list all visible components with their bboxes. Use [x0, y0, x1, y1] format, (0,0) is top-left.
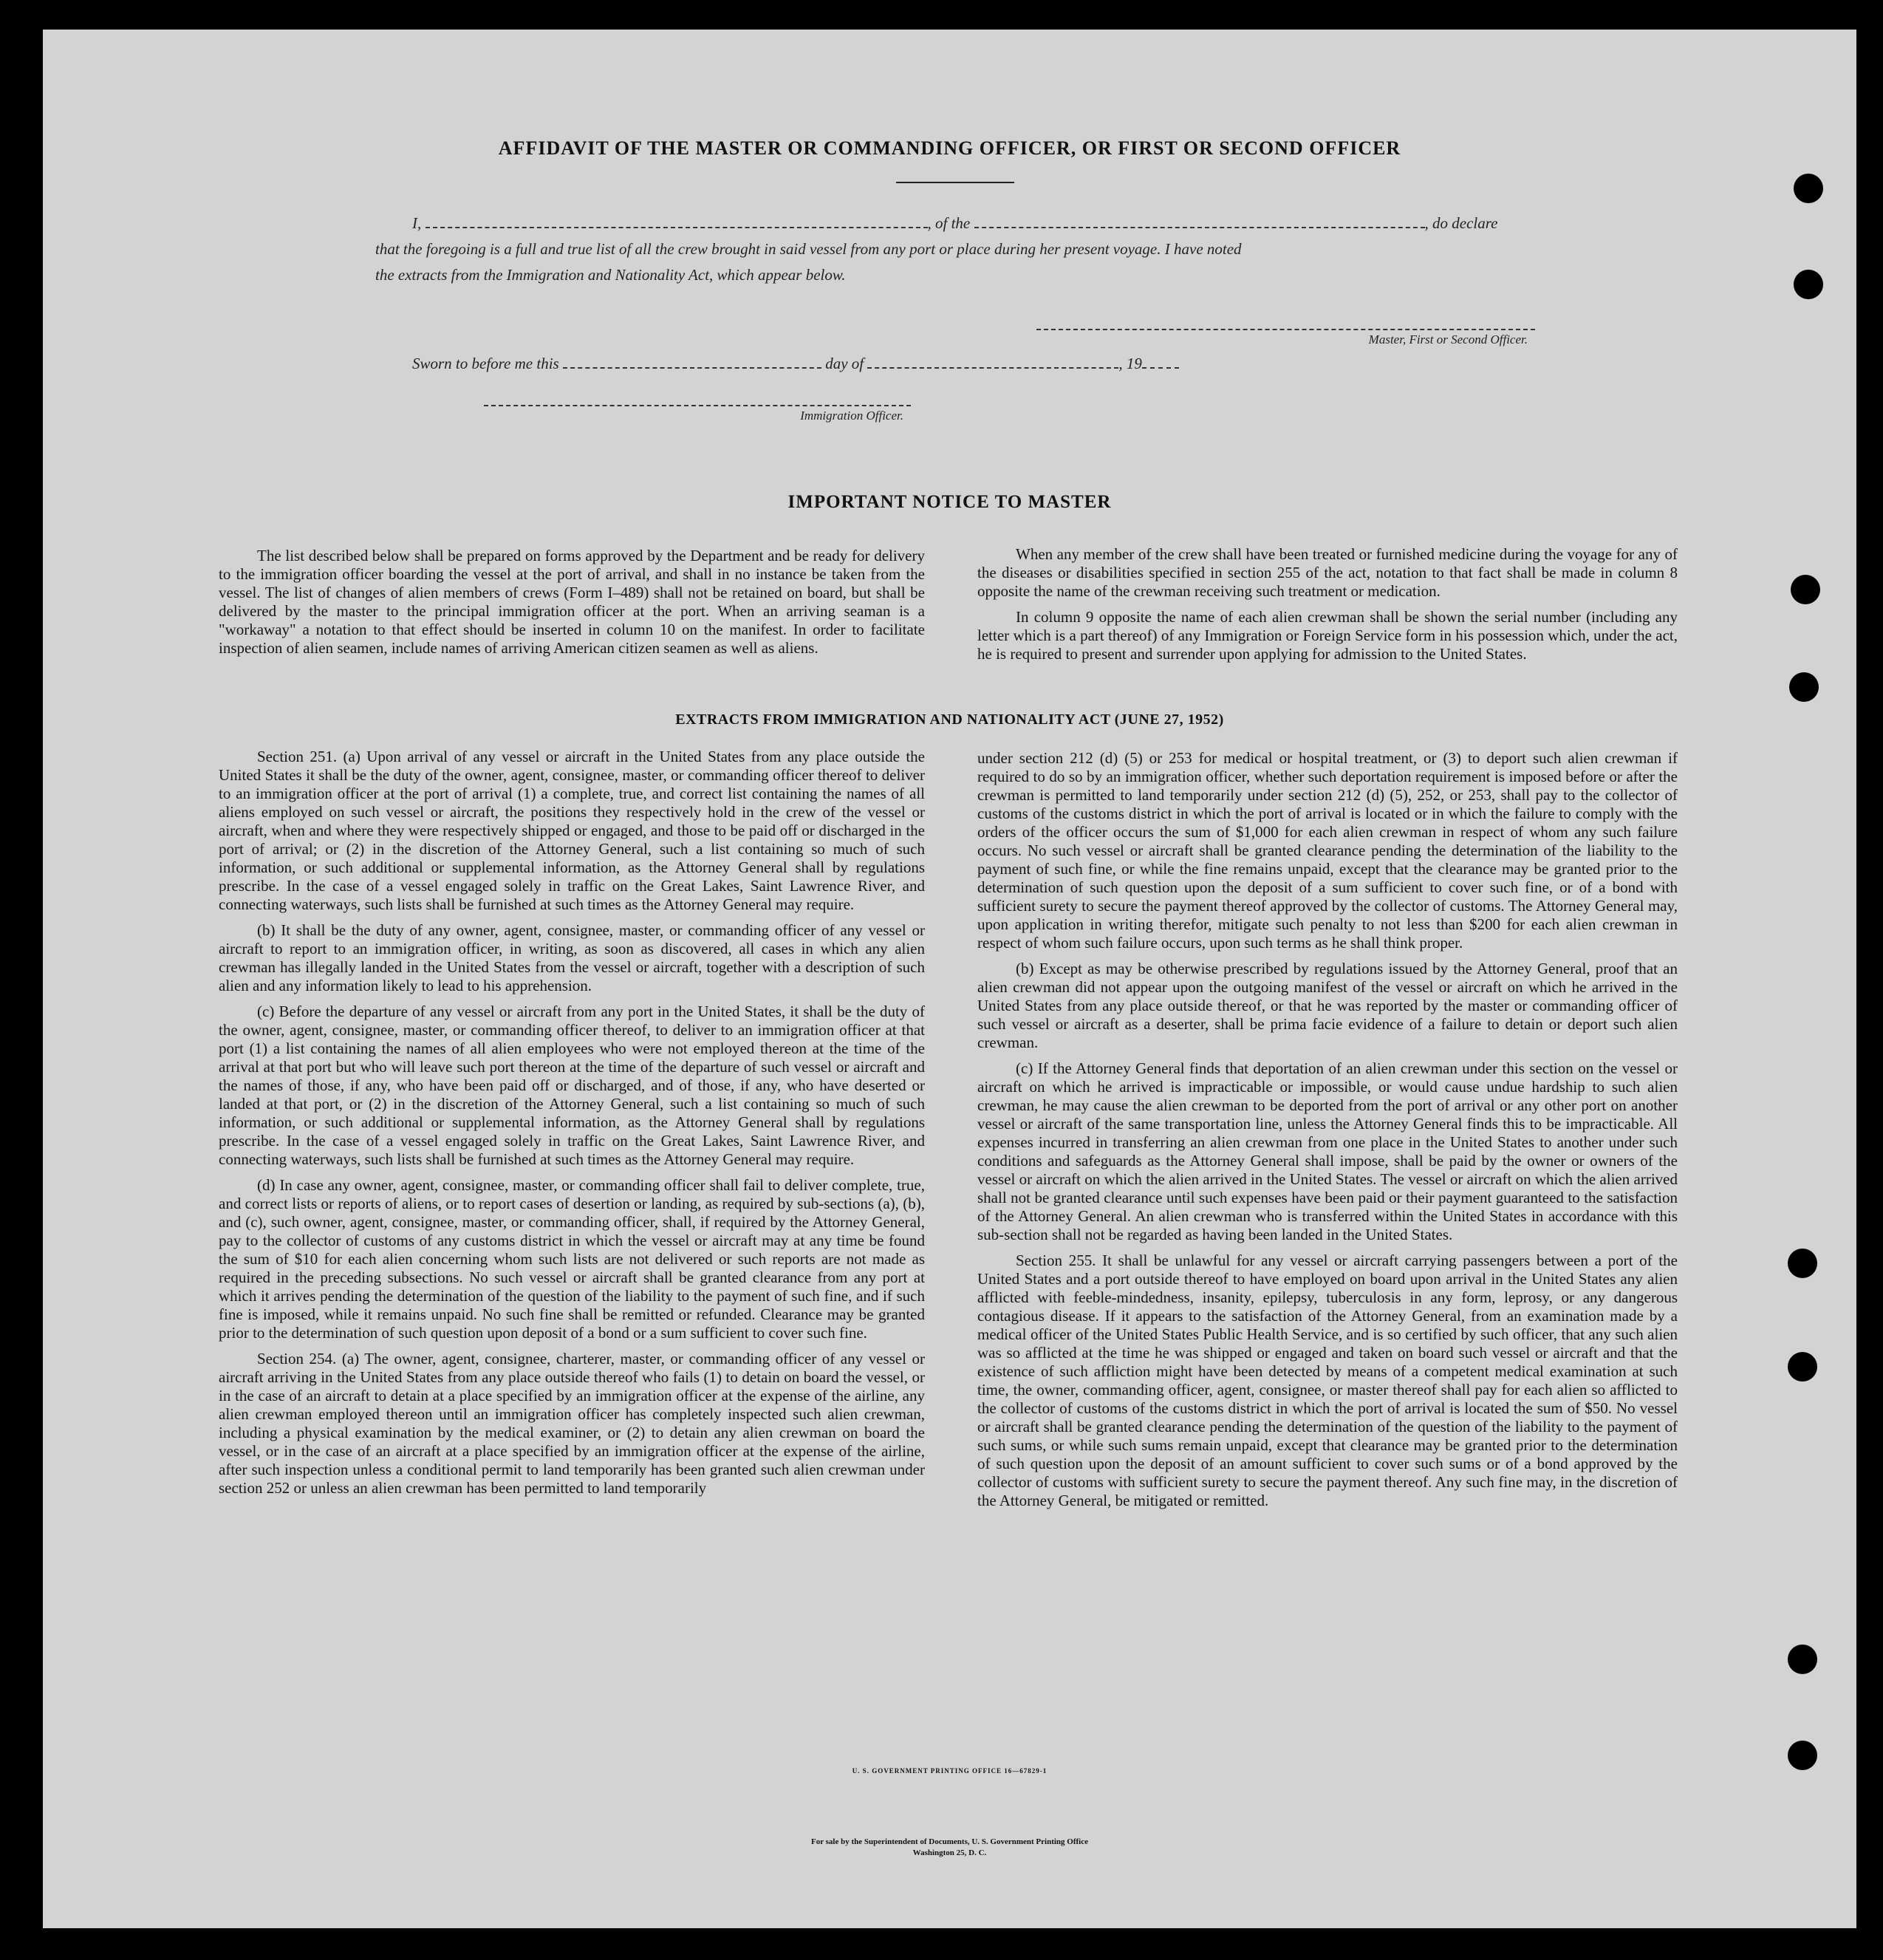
sworn-month-field[interactable]: [867, 367, 1118, 369]
vessel-name-field[interactable]: [974, 227, 1425, 228]
punch-hole: [1788, 1645, 1817, 1674]
section-254-c: (c) If the Attorney General finds that deportation of an alien crewman under this section on the vessel or aircraft on which he arrived is impracticable or impossible, or would cause undue hardship to such alien crewman, he may cause the alien crewman to be deported from the port of arrival or any other port on another vessel or aircraft of the same transportation line, unless the Attorney General finds this to be impracticable. All expenses incurred in transferring an alien crewman from one place in the United States to another under such conditions and safeguards as the Attorney General shall impose, shall be paid by the owner or owners of the vessel or aircraft on which the alien arrived in the United States. The vessel or aircraft on which the alien arrived shall not be granted clearance until such expenses have been paid or their payment guaranteed to the satisfaction of the Attorney General. An alien crewman who is transferred within the United States in accordance with this sub-section shall not be regarded as having been landed in the United States.: [977, 1059, 1678, 1243]
sworn-line: [412, 355, 1373, 373]
do-declare-label: , do declare: [1424, 214, 1498, 232]
day-of-label: day of: [825, 355, 864, 372]
section-251-b: (b) It shall be the duty of any owner, agent, consignee, master, or commanding officer of any vessel or aircraft to report to an immigration officer, in writing, as soon as discovered, all cases in which any alien crewman has illegally landed in the United States from the vessel or aircraft, together with a description of such alien and any information likely to lead to his apprehension.: [219, 921, 925, 994]
sale-notice-line-1: For sale by the Superintendent of Documents, U. S. Government Printing Office: [811, 1837, 1088, 1846]
extracts-right-column: [977, 749, 1678, 1517]
notice-title: IMPORTANT NOTICE TO MASTER: [787, 492, 1112, 512]
notice-right-column: [977, 545, 1678, 671]
master-signature-caption: Master, First or Second Officer.: [1368, 332, 1528, 346]
sworn-year-field[interactable]: [1142, 367, 1179, 369]
master-name-field[interactable]: [426, 227, 928, 228]
master-signature-line[interactable]: [1036, 329, 1535, 330]
officer-signature-line[interactable]: [484, 405, 911, 406]
sale-notice-line-2: Washington 25, D. C.: [912, 1848, 987, 1857]
i-label: I,: [412, 214, 422, 232]
section-251-d: (d) In case any owner, agent, consignee, master, or commanding officer shall fail to deliver complete, true, and correct lists or reports of aliens, or to report cases of desertion or landing, as required by sub-sections (a), (b), and (c), such owner, agent, consignee, master, or commanding officer, shall, if required by the Attorney General, pay to the collector of customs of any customs district in which the vessel or aircraft may at any time be found the sum of $10 for each alien concerning whom such lists are not delivered or such reports are not made as required in the preceding subsections. No such vessel or aircraft shall be granted clearance from any port at which it arrives pending the determination of the question of the liability to the payment of such fine, and if such fine is imposed, while it remains unpaid. No such fine shall be remitted or refunded. Clearance may be granted prior to the determination of such question upon deposit of a bond or a sum sufficient to cover such fine.: [219, 1176, 925, 1342]
officer-signature-caption: Immigration Officer.: [800, 409, 903, 423]
punch-hole: [1789, 672, 1819, 702]
sworn-label: Sworn to before me this: [412, 355, 559, 372]
extracts-title: EXTRACTS FROM IMMIGRATION AND NATIONALITY ACT (JUNE 27, 1952): [675, 711, 1224, 728]
section-251-a: Section 251. (a) Upon arrival of any vessel or aircraft in the United States from any place outside the United States it shall be the duty of the owner, agent, consignee, master, or commanding officer thereof to deliver to an immigration officer at the port of arrival (1) a complete, true, and correct list containing the names of all aliens employed on such vessel or aircraft, the positions they respectively hold in the crew of the vessel or aircraft, when and where they were respectively shipped or engaged, and those to be paid off or discharged in the port of arrival; or (2) in the discretion of the Attorney General, such a list containing so much of such information, or such additional or supplemental information, as the Attorney General shall by regulations prescribe. In the case of a vessel engaged solely in traffic on the Great Lakes, Saint Lawrence River, and connecting waterways, such lists shall be furnished at such times as the Attorney General may require.: [219, 748, 925, 913]
year-label: , 19: [1118, 355, 1142, 372]
declaration-name-line: [412, 214, 1653, 233]
declaration-text-1: that the foregoing is a full and true list of all the crew brought in said vessel from any port or place during her present voyage. I have noted: [375, 240, 1242, 258]
section-254-a: Section 254. (a) The owner, agent, consignee, charterer, master, or commanding officer of any vessel or aircraft arriving in the United States from any place outside thereof who fails (1) to detain on board the vessel, or in the case of an aircraft to detain at a place specified by an immigration officer at the expense of the airline, any alien crewman employed thereon until an immigration officer has completely inspected such alien crewman, including a physical examination by the medical examiner, or (2) to detain any alien crewman on board the vessel, or in the case of an aircraft at a place specified by an immigration officer at the expense of the airline, after such inspection unless a conditional permit to land temporarily has been granted such alien crewman under section 252 or unless an alien crewman has been permitted to land temporarily: [219, 1350, 925, 1497]
of-the-label: , of the: [927, 214, 971, 232]
notice-right-paragraph-1: When any member of the crew shall have been treated or furnished medicine during the voyage for any of the diseases or disabilities specified in section 255 of the act, notation to that fact shall be made in column 8 opposite the name of the crewman receiving such treatment or medication.: [977, 545, 1678, 600]
notice-left-column: [219, 547, 925, 665]
punch-hole: [1791, 575, 1820, 604]
section-254-a-continued: under section 212 (d) (5) or 253 for medical or hospital treatment, or (3) to deport such alien crewman if required to do so by an immigration officer, whether such deportation requirement is imposed before or after the crewman is permitted to land temporarily under section 212 (d) (5), 252, or 253, shall pay to the collector of customs of the customs district in which the port of arrival is located or in which the failure to comply with the orders of the officer occurs the sum of $1,000 for each alien crewman in respect of whom any such failure occurs. No such vessel or aircraft shall be granted clearance pending the determination of the liability to the payment of such fine, or while the fine remains unpaid, except that the clearance may be granted prior to the determination of such question upon the deposit of a sum sufficient to cover such fine, or of a bond with sufficient surety to secure the payment thereof approved by the collector of customs. The Attorney General may, upon application in writing therefor, mitigate such penalty to not less than $200 for each alien crewman in respect of whom such failure occurs, upon such terms as he shall think proper.: [977, 749, 1678, 952]
punch-hole: [1794, 270, 1823, 299]
title-divider: [896, 182, 1014, 183]
declaration-text-2: the extracts from the Immigration and Nationality Act, which appear below.: [375, 266, 846, 284]
extracts-left-column: [219, 748, 925, 1505]
sworn-day-field[interactable]: [563, 367, 821, 369]
punch-hole: [1788, 1741, 1817, 1770]
notice-right-paragraph-2: In column 9 opposite the name of each alien crewman shall be shown the serial number (including any letter which is a part thereof) of any Immigration or Foreign Service form in his possession which, under the act, he is required to present and surrender upon applying for admission to the United States.: [977, 608, 1678, 663]
punch-hole: [1794, 174, 1823, 203]
affidavit-title: AFFIDAVIT OF THE MASTER OR COMMANDING OFFICER, OR FIRST OR SECOND OFFICER: [498, 137, 1401, 159]
document-page: [43, 30, 1856, 1928]
notice-left-paragraph: The list described below shall be prepared on forms approved by the Department and be ready for delivery to the immigration officer boarding the vessel at the port of arrival, and shall in no instance be taken from the vessel. The list of changes of alien members of crews (Form I–489) shall not be retained on board, but shall be delivered by the master to the principal immigration officer at the port. When an arriving seaman is a "workaway" a notation to that effect should be inserted in column 10 on the manifest. In order to facilitate inspection of alien seamen, include names of arriving American citizen seamen as well as aliens.: [219, 547, 925, 657]
section-251-c: (c) Before the departure of any vessel or aircraft from any port in the United States, it shall be the duty of the owner, agent, consignee, master, or commanding officer thereof, to deliver to an immigration officer at that port (1) a list containing the names of all alien employees who were not employed thereon at the time of the arrival at that port but who will leave such port thereon at the time of the departure of such vessel or aircraft and the names of those, if any, who have been paid off or discharged, and of those, if any, who have deserted or landed at that port, or (2) in the discretion of the Attorney General, such a list containing so much of such information, or such additional or supplemental information, as the Attorney General shall by regulations prescribe. In the case of a vessel engaged solely in traffic on the Great Lakes, Saint Lawrence River, and connecting waterways, such lists shall be furnished at such times as the Attorney General may require.: [219, 1003, 925, 1168]
punch-hole: [1788, 1249, 1817, 1278]
printing-office-imprint: U. S. GOVERNMENT PRINTING OFFICE 16—67829-1: [852, 1767, 1048, 1775]
punch-hole: [1788, 1352, 1817, 1382]
section-255: Section 255. It shall be unlawful for any vessel or aircraft carrying passengers between a port of the United States and a port outside thereof to have employed on board upon arrival in the United States any alien afflicted with feeble-mindedness, insanity, epilepsy, tuberculosis in any form, leprosy, or any dangerous contagious disease. If it appears to the satisfaction of the Attorney General, from an examination made by a medical officer of the United States Public Health Service, and is so certified by such officer, that any such alien was so afflicted at the time he was shipped or engaged and taken on board such vessel or aircraft and that the existence of such affliction might have been detected by means of a competent medical examination at such time, the owner, commanding officer, agent, consignee, or master thereof shall pay for each alien so afflicted to the collector of customs of the customs district in which the port of arrival is located the sum of $50. No vessel or aircraft shall be granted clearance pending the determination of the question of the liability to the payment of such sums, or while such sums remain unpaid, except that clearance may be granted prior to the determination of such question upon the deposit of an amount sufficient to cover such sums or of a bond approved by the collector of customs with sufficient surety to secure the payment thereof. Any such fine may, in the discretion of the Attorney General, be mitigated or remitted.: [977, 1252, 1678, 1509]
section-254-b: (b) Except as may be otherwise prescribed by regulations issued by the Attorney General, proof that an alien crewman did not appear upon the outgoing manifest of the vessel or aircraft on which he arrived in the United States from any place outside thereof, or that he was reported by the master or commanding officer of such vessel or aircraft as a deserter, shall be prima facie evidence of a failure to detain or deport such alien crewman.: [977, 960, 1678, 1051]
